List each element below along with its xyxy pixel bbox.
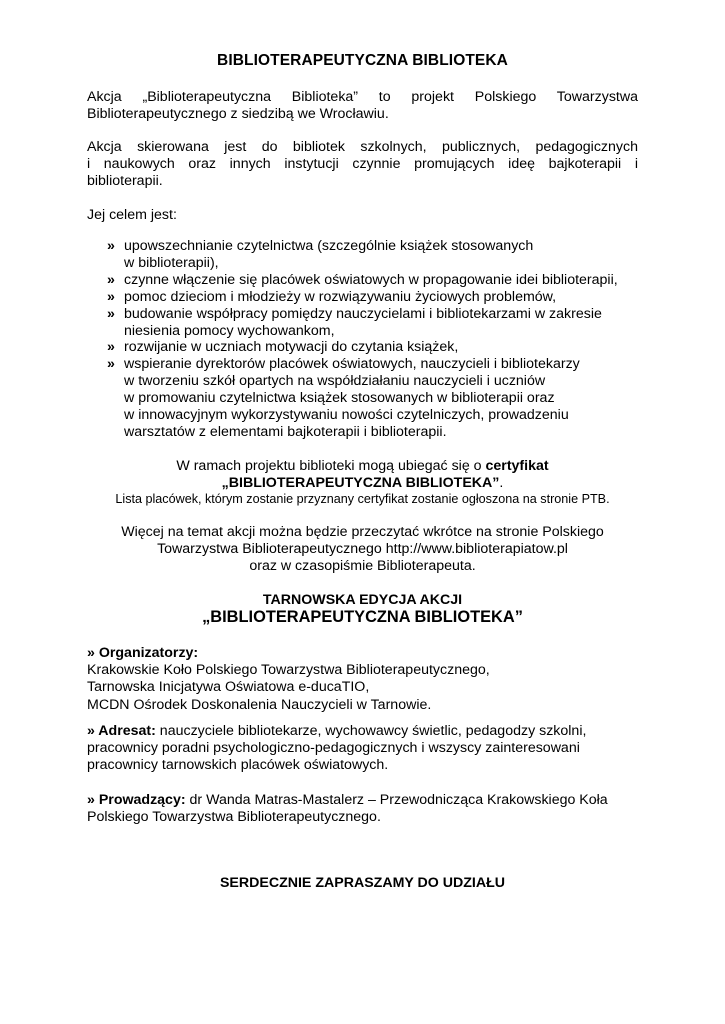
edition-name: „BIBLIOTERAPEUTYCZNA BIBLIOTEKA” bbox=[202, 608, 523, 626]
text-line: w biblioterapii), bbox=[124, 254, 219, 271]
text-line: pomoc dzieciom i młodzieży w rozwiązywaniu życiowych problemów, bbox=[124, 288, 557, 305]
intro-paragraph-1 bbox=[87, 89, 638, 123]
leader-label: » Prowadzący: bbox=[87, 792, 186, 808]
text-line: Polskiego Towarzystwa Biblioterapeutycznego. bbox=[87, 809, 381, 826]
text-line: w tworzeniu szkół opartych na współdziałaniu nauczycieli i uczniów bbox=[124, 373, 546, 390]
organizer-item: Krakowskie Koło Polskiego Towarzystwa Biblioterapeutycznego, bbox=[87, 662, 490, 679]
text-line: w innowacyjnym wykorzystywaniu nowości czytelniczych, prowadzeniu bbox=[124, 407, 569, 424]
list-item bbox=[107, 356, 647, 441]
text-line: i naukowych oraz innych instytucji czynnie promujących ideę bajkoterapii i bbox=[87, 156, 638, 172]
list-item bbox=[107, 339, 647, 356]
more-info-line: oraz w czasopiśmie Biblioterapeuta. bbox=[249, 558, 476, 574]
certificate-name: „BIBLIOTERAPEUTYCZNA BIBLIOTEKA” bbox=[221, 475, 500, 491]
more-info-line: Towarzystwa Biblioterapeutycznego http://www.biblioterapiatow.pl bbox=[157, 541, 568, 557]
list-item bbox=[107, 306, 647, 340]
addressee-text: nauczyciele bibliotekarze, wychowawcy świetlic, pedagodzy szkolni, bbox=[155, 723, 587, 739]
goals-intro bbox=[87, 207, 638, 224]
text-line: warsztatów z elementami bajkoterapii i biblioterapii. bbox=[124, 423, 447, 440]
bullet-marker: » bbox=[107, 288, 115, 305]
certificate-bold: certyfikat bbox=[485, 458, 549, 474]
list-item bbox=[107, 289, 647, 306]
addressee-first-line bbox=[87, 723, 647, 740]
leader-text: dr Wanda Matras-Mastalerz – Przewodnicząca Krakowskiego Koła bbox=[185, 792, 608, 808]
text-line: czynne włączenie się placówek oświatowych w propagowanie idei biblioterapii, bbox=[124, 271, 618, 288]
text-line: Jej celem jest: bbox=[87, 207, 177, 223]
text-line: niesienia pomocy wychowankom, bbox=[124, 322, 335, 339]
list-item bbox=[107, 238, 647, 272]
addressee-label: » Adresat: bbox=[87, 723, 156, 739]
goals-list bbox=[107, 238, 647, 441]
text-line: wspieranie dyrektorów placówek oświatowych, nauczycieli i bibliotekarzy bbox=[124, 356, 580, 373]
text-line: budowanie współpracy pomiędzy nauczycielami i bibliotekarzami w zakresie bbox=[124, 305, 602, 322]
text-line: upowszechnianie czytelnictwa (szczególnie książek stosowanych bbox=[124, 238, 534, 254]
text-line: pracownicy poradni psychologiczno-pedagogicznych i wszyscy zainteresowani bbox=[87, 740, 580, 757]
leader-section bbox=[87, 792, 647, 826]
organizers-label: » Organizatorzy: bbox=[87, 645, 199, 661]
addressee-section bbox=[87, 723, 647, 775]
list-item bbox=[107, 272, 647, 289]
certificate-line-2 bbox=[0, 475, 725, 492]
closing-text: SERDECZNIE ZAPRASZAMY DO UDZIAŁU bbox=[219, 875, 506, 891]
certificate-period: . bbox=[499, 475, 504, 491]
text-line: Akcja skierowana jest do bibliotek szkolnych, publicznych, pedagogicznych bbox=[87, 139, 638, 155]
certificate-note: Lista placówek, którym zostanie przyznany certyfikat zostanie ogłoszona na stronie PTB. bbox=[115, 492, 610, 506]
organizer-item: MCDN Ośrodek Doskonalenia Nauczycieli w Tarnowie. bbox=[87, 696, 432, 713]
bullet-marker: » bbox=[107, 271, 115, 288]
bullet-marker: » bbox=[107, 238, 115, 254]
intro-paragraph-2 bbox=[87, 139, 638, 190]
text-line: Akcja „Biblioterapeutyczna Biblioteka” to projekt Polskiego Towarzystwa bbox=[87, 89, 638, 105]
bullet-marker: » bbox=[107, 339, 115, 356]
document-title: BIBLIOTERAPEUTYCZNA BIBLIOTEKA bbox=[217, 52, 508, 69]
text-line: pracownicy tarnowskich placówek oświatowych. bbox=[87, 757, 389, 774]
more-info-line: Więcej na temat akcji można będzie przeczytać wkrótce na stronie Polskiego bbox=[121, 524, 604, 540]
certificate-text: W ramach projektu biblioteki mogą ubiegać się o bbox=[176, 458, 486, 474]
text-line: biblioterapii. bbox=[87, 173, 163, 189]
text-line: Biblioterapeutycznego z siedzibą we Wrocławiu. bbox=[87, 106, 389, 122]
certificate-line-1 bbox=[0, 458, 725, 475]
text-line: w promowaniu czytelnictwa książek stosowanych w biblioterapii oraz bbox=[124, 390, 555, 407]
leader-first-line bbox=[87, 792, 647, 809]
text-line: rozwijanie w uczniach motywacji do czytania książek, bbox=[124, 339, 459, 356]
bullet-marker: » bbox=[107, 305, 115, 322]
organizer-item: Tarnowska Inicjatywa Oświatowa e-ducaTIO, bbox=[87, 679, 370, 696]
organizers-section bbox=[87, 645, 647, 714]
bullet-marker: » bbox=[107, 356, 115, 373]
edition-heading: TARNOWSKA EDYCJA AKCJI bbox=[262, 592, 463, 608]
